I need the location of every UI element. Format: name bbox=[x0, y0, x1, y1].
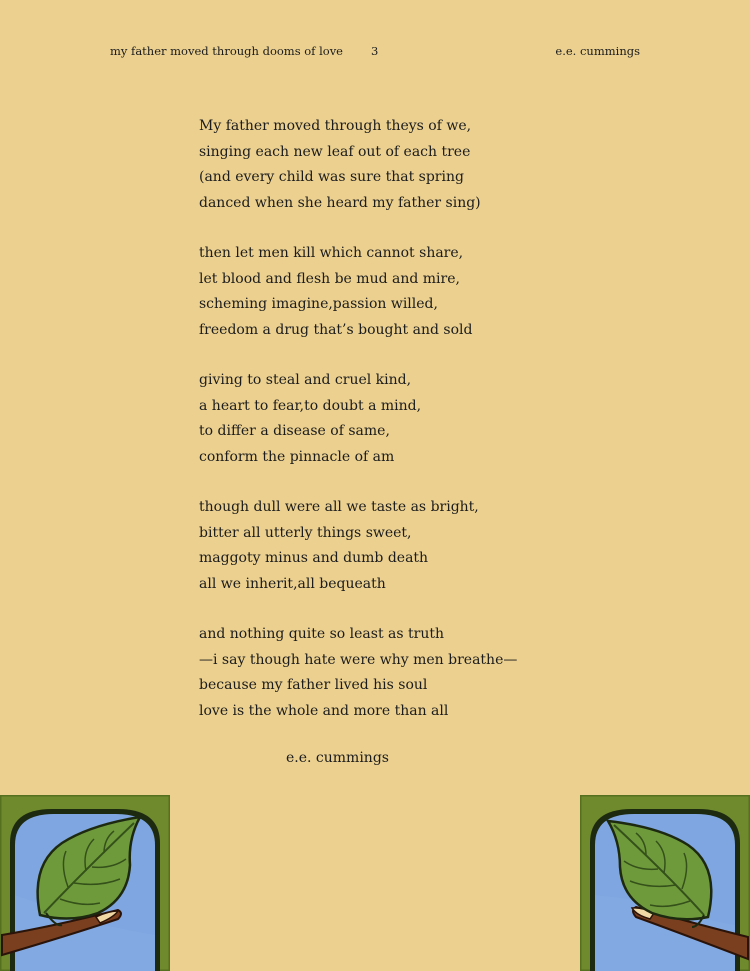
stanza-5 bbox=[199, 622, 579, 724]
poem-line: freedom a drug that’s bought and sold bbox=[199, 321, 473, 338]
poem-line: (and every child was sure that spring bbox=[199, 169, 464, 185]
stanza-3 bbox=[199, 368, 579, 470]
poem-signature: e.e. cummings bbox=[286, 750, 389, 766]
poem-line: then let men kill which cannot share, bbox=[199, 245, 464, 261]
poem-line: let blood and flesh be mud and mire, bbox=[199, 270, 460, 287]
header-author: e.e. cummings bbox=[555, 44, 640, 58]
poem-line: —i say though hate were why men breathe— bbox=[199, 651, 518, 668]
poem-line: My father moved through theys of we, bbox=[199, 118, 472, 134]
stanza-1 bbox=[199, 114, 579, 216]
poem-line: because my father lived his soul bbox=[199, 677, 428, 693]
page-number: 3 bbox=[371, 44, 379, 58]
page-header bbox=[0, 44, 750, 62]
poem-line: all we inherit,all bequeath bbox=[199, 575, 386, 592]
poem-line: love is the whole and more than all bbox=[199, 702, 449, 719]
leaf-on-branch-icon bbox=[0, 795, 170, 971]
poem-line: singing each new leaf out of each tree bbox=[199, 143, 471, 160]
header-title: my father moved through dooms of love bbox=[110, 44, 343, 58]
poem-line: danced when she heard my father sing) bbox=[199, 194, 481, 211]
poem-line: to differ a disease of same, bbox=[199, 423, 390, 439]
stanza-2 bbox=[199, 241, 579, 343]
poem-line: and nothing quite so least as truth bbox=[199, 626, 444, 642]
stanza-4 bbox=[199, 495, 579, 597]
poem-line: scheming imagine,passion willed, bbox=[199, 296, 438, 312]
poem-line: a heart to fear,to doubt a mind, bbox=[199, 397, 422, 414]
poem-line: maggoty minus and dumb death bbox=[199, 550, 429, 566]
poem-line: conform the pinnacle of am bbox=[199, 448, 395, 465]
leaf-tile-left bbox=[0, 795, 170, 971]
poem-body bbox=[199, 114, 579, 749]
poem-line: bitter all utterly things sweet, bbox=[199, 524, 412, 541]
leaf-on-branch-icon bbox=[580, 795, 750, 971]
poem-line: though dull were all we taste as bright, bbox=[199, 499, 479, 515]
poem-line: giving to steal and cruel kind, bbox=[199, 372, 412, 388]
leaf-tile-right bbox=[580, 795, 750, 971]
